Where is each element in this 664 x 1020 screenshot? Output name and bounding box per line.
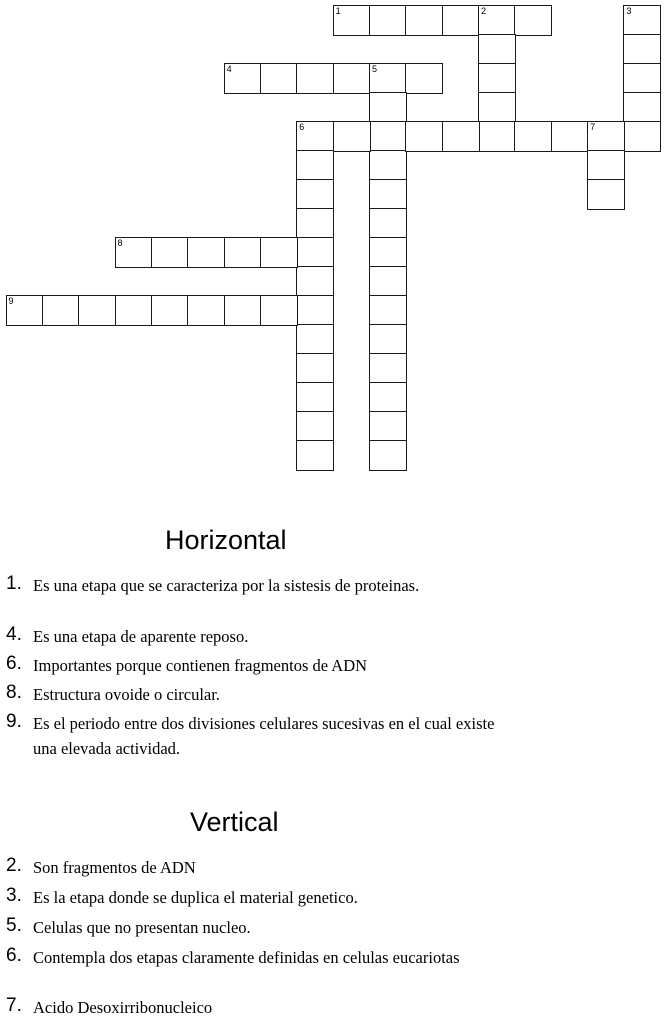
grid-cell[interactable]	[187, 237, 225, 268]
grid-cell[interactable]	[333, 63, 371, 94]
grid-cell[interactable]	[187, 295, 225, 326]
clue-text: Importantes porque contienen fragmentos de ADN	[33, 656, 368, 675]
grid-cell[interactable]	[623, 34, 661, 65]
grid-cell[interactable]	[442, 121, 480, 152]
cell-number: 4	[226, 64, 232, 74]
crossword-grid	[0, 0, 664, 480]
clue-number: 8.	[6, 682, 22, 703]
clue-number: 2.	[6, 855, 22, 876]
cell-number: 2	[481, 6, 487, 16]
grid-cell[interactable]	[260, 237, 298, 268]
clue-text: Es una etapa de aparente reposo.	[33, 627, 249, 646]
clue-number: 9.	[6, 711, 22, 732]
grid-cell[interactable]	[296, 63, 334, 94]
grid-cell[interactable]	[296, 179, 334, 210]
grid-cell[interactable]	[369, 411, 407, 442]
grid-cell[interactable]	[296, 208, 334, 239]
grid-cell[interactable]	[405, 5, 443, 36]
grid-cell[interactable]	[333, 5, 371, 36]
clue-text: Estructura ovoide o circular.	[33, 685, 220, 704]
grid-cell[interactable]	[296, 440, 334, 471]
grid-cell[interactable]	[115, 237, 153, 268]
clue-text: Es una etapa que se caracteriza por la sistesis de proteinas.	[33, 576, 420, 595]
across-heading: Horizontal	[165, 525, 287, 555]
grid-cell[interactable]	[623, 5, 661, 36]
clue-number: 1.	[6, 573, 22, 594]
grid-cell[interactable]	[369, 353, 407, 384]
grid-cell[interactable]	[405, 121, 443, 152]
grid-cell[interactable]	[369, 121, 407, 152]
grid-cell[interactable]	[296, 266, 334, 297]
clue-text: Es la etapa donde se duplica el material genetico.	[33, 888, 358, 907]
grid-cell[interactable]	[587, 179, 625, 210]
grid-cell[interactable]	[151, 237, 189, 268]
grid-cell[interactable]	[623, 63, 661, 94]
grid-cell[interactable]	[514, 5, 552, 36]
grid-cell[interactable]	[551, 121, 589, 152]
grid-cell[interactable]	[478, 34, 516, 65]
cell-number: 1	[335, 6, 341, 16]
grid-cell[interactable]	[296, 382, 334, 413]
grid-cell[interactable]	[369, 179, 407, 210]
grid-cell[interactable]	[369, 266, 407, 297]
clue-text: Son fragmentos de ADN	[33, 858, 196, 877]
clue-text: Contempla dos etapas claramente definidas en celulas eucariotas	[33, 948, 460, 967]
grid-cell[interactable]	[405, 63, 443, 94]
grid-cell[interactable]	[296, 411, 334, 442]
clue-text: Celulas que no presentan nucleo.	[33, 918, 251, 937]
clue-text: Es el periodo entre dos divisiones celulares sucesivas en el cual existe una elevada actividad.	[33, 714, 495, 758]
grid-cell[interactable]	[478, 121, 516, 152]
grid-cell[interactable]	[587, 121, 625, 152]
clue-number: 5.	[6, 915, 22, 936]
grid-cell[interactable]	[296, 121, 334, 152]
cell-number: 3	[626, 6, 632, 16]
grid-cell[interactable]	[514, 121, 552, 152]
grid-cell[interactable]	[260, 63, 298, 94]
grid-cell[interactable]	[369, 5, 407, 36]
grid-cell[interactable]	[151, 295, 189, 326]
cell-number: 9	[8, 296, 14, 306]
grid-cell[interactable]	[369, 92, 407, 123]
grid-cell[interactable]	[369, 208, 407, 239]
grid-cell[interactable]	[333, 121, 371, 152]
grid-cell[interactable]	[224, 237, 262, 268]
cell-number: 5	[372, 64, 378, 74]
grid-cell[interactable]	[369, 150, 407, 181]
grid-cell[interactable]	[296, 295, 334, 326]
grid-cell[interactable]	[369, 324, 407, 355]
cell-number: 6	[299, 122, 305, 132]
grid-cell[interactable]	[478, 92, 516, 123]
grid-cell[interactable]	[478, 63, 516, 94]
grid-cell[interactable]	[296, 324, 334, 355]
clue-number: 7.	[6, 995, 22, 1016]
grid-cell[interactable]	[369, 440, 407, 471]
grid-cell[interactable]	[587, 150, 625, 181]
clue-number: 3.	[6, 885, 22, 906]
grid-cell[interactable]	[224, 63, 262, 94]
clue-number: 6.	[6, 653, 22, 674]
grid-cell[interactable]	[442, 5, 480, 36]
clue-text: Acido Desoxirribonucleico	[33, 998, 213, 1017]
grid-cell[interactable]	[623, 121, 661, 152]
grid-cell[interactable]	[296, 353, 334, 384]
grid-cell[interactable]	[78, 295, 116, 326]
grid-cell[interactable]	[478, 5, 516, 36]
grid-cell[interactable]	[115, 295, 153, 326]
grid-cell[interactable]	[369, 382, 407, 413]
grid-cell[interactable]	[369, 63, 407, 94]
cell-number: 8	[117, 238, 123, 248]
grid-cell[interactable]	[369, 295, 407, 326]
cell-number: 7	[590, 122, 596, 132]
down-heading: Vertical	[190, 807, 279, 837]
grid-cell[interactable]	[42, 295, 80, 326]
grid-cell[interactable]	[224, 295, 262, 326]
grid-cell[interactable]	[6, 295, 44, 326]
clue-number: 6.	[6, 945, 22, 966]
grid-cell[interactable]	[369, 237, 407, 268]
clue-number: 4.	[6, 624, 22, 645]
grid-cell[interactable]	[296, 237, 334, 268]
grid-cell[interactable]	[260, 295, 298, 326]
grid-cell[interactable]	[296, 150, 334, 181]
grid-cell[interactable]	[623, 92, 661, 123]
